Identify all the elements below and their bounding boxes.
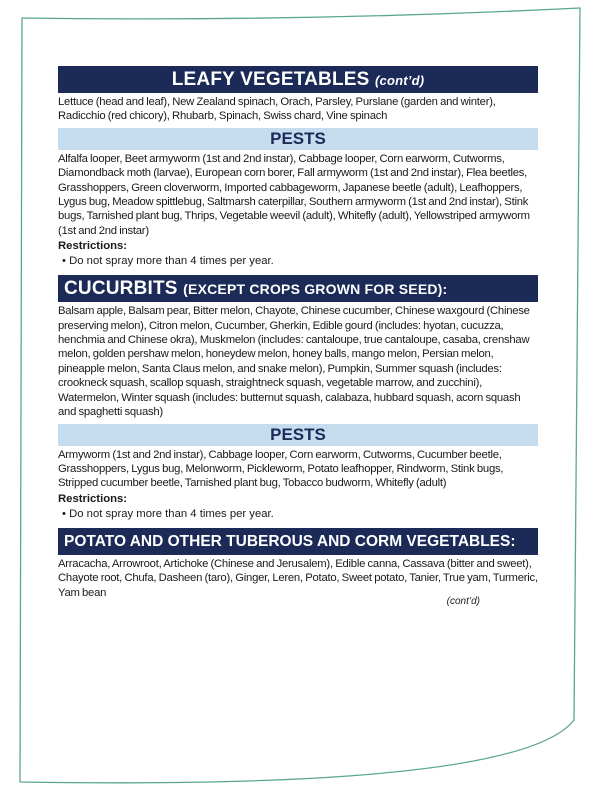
leafy-restriction-item: • Do not spray more than 4 times per year. — [62, 255, 274, 268]
cucurbits-pests-list: Armyworm (1st and 2nd instar), Cabbage looper, Corn earworm, Cutworms, Cucumber beetle, Grasshoppers, Lygus bug, Melonworm, Pickleworm, Potato leafhopper, Rindworm, Stink bugs, Stripped cucumber beetle, Tarnished plant bug, Tobacco budworm, Whitefly (adult) — [58, 448, 504, 490]
potato-header: POTATO AND OTHER TUBEROUS AND CORM VEGETABLES: — [58, 528, 538, 555]
cucurbits-title: CUCURBITS — [64, 278, 178, 300]
leafy-pests-header: PESTS — [58, 128, 538, 150]
cucurbits-title-sub: (EXCEPT CROPS GROWN FOR SEED): — [183, 281, 448, 298]
leafy-vegetables-header — [58, 66, 538, 93]
cucurbits-pests-header: PESTS — [58, 424, 538, 446]
cucurbits-header — [58, 275, 538, 302]
potato-crops: Arracacha, Arrowroot, Artichoke (Chinese and Jerusalem), Edible canna, Cassava (bitter and sweet), Chayote root, Chufa, Dasheen (taro), Ginger, Leren, Potato, Sweet potato, Tanier, True yam, Turmeric, Yam bean — [58, 557, 538, 599]
leafy-title-sub: (cont’d) — [375, 73, 425, 88]
continued-note: (cont’d) — [446, 595, 480, 607]
leafy-restrictions-label: Restrictions: — [58, 240, 128, 253]
leafy-crops: Lettuce (head and leaf), New Zealand spinach, Orach, Parsley, Purslane (garden and winter), Radicchio (red chicory), Rhubarb, Spinach, Swiss chard, Vine spinach — [58, 96, 496, 123]
label-content — [58, 66, 538, 612]
cucurbits-crops: Balsam apple, Balsam pear, Bitter melon, Chayote, Chinese cucumber, Chinese waxgourd (Chinese preserving melon), Citron melon, Cucumber, Gherkin, Edible gourd (includes: hyotan, cucuzza, henchmia and Chinese okra), Muskmelon (includes: cantaloupe, true cantaloupe, casaba, crenshaw melon, golden pershaw melon, honeydew melon, honey balls, mango melon, Persian melon, pineapple melon, Santa Claus melon, and snake melon), Pumpkin, Summer squash (includes: crookneck squash, scallop squash, straightneck squash, vegetable marrow, and zucchini), Watermelon, Winter squash (includes: butternut squash, calabaza, hubbard squash, acorn squash and spaghetti squash) — [58, 305, 530, 419]
leafy-pests-list: Alfalfa looper, Beet armyworm (1st and 2nd instar), Cabbage looper, Corn earworm, Cutworms, Diamondback moth (larvae), European corn borer, Fall armyworm (1st and 2nd instar), Flea beetles, Grasshoppers, Green cloverworm, Imported cabbageworm, Japanese beetle (adult), Leafhoppers, Lygus bug, Meadow spittlebug, Saltmarsh caterpillar, Southern armyworm (1st and 2nd instar), Stink bugs, Tarnished plant bug, Thrips, Vegetable weevil (adult), Whitefly (adult), Yellowstriped armyworm (1st and 2nd instar) — [58, 152, 530, 237]
potato-section — [58, 557, 538, 612]
cucurbits-restrictions-label: Restrictions: — [58, 492, 128, 505]
cucurbits-restriction-item: • Do not spray more than 4 times per year. — [62, 507, 274, 520]
leafy-title: LEAFY VEGETABLES — [171, 69, 370, 90]
